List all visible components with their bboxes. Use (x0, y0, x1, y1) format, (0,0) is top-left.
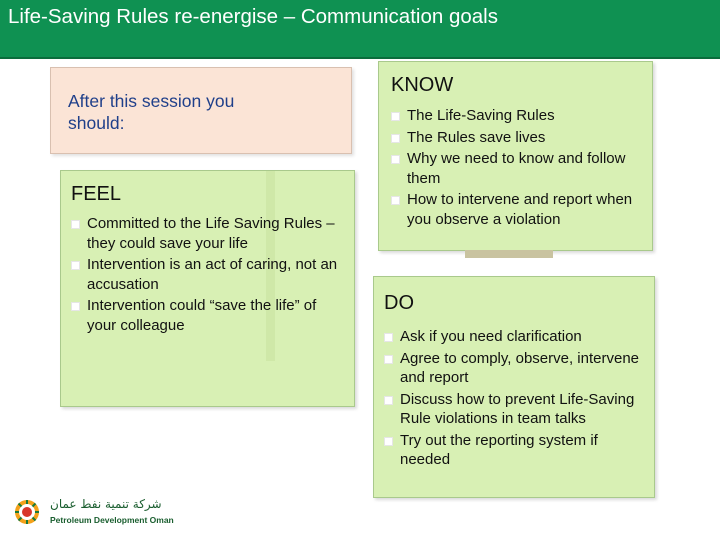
logo-arabic-text: شركة تنمية نفط عمان (50, 497, 162, 511)
feel-item: Intervention could “save the life” of your colleague (71, 296, 341, 335)
do-box (373, 276, 655, 498)
do-item: Discuss how to prevent Life-Saving Rule violations in team talks (384, 390, 646, 429)
logo-english-text: Petroleum Development Oman (50, 515, 174, 525)
do-item: Ask if you need clarification (384, 327, 646, 347)
know-item: The Rules save lives (391, 128, 646, 148)
pdo-logo (12, 496, 172, 530)
intro-box (50, 67, 352, 154)
feel-item: Committed to the Life Saving Rules – they could save your life (71, 214, 341, 253)
feel-heading: FEEL (71, 183, 122, 205)
feel-item: Intervention is an act of caring, not an accusation (71, 255, 341, 294)
know-heading: KNOW (391, 74, 454, 96)
title-bar (0, 0, 720, 59)
know-list (391, 106, 646, 231)
know-box-tab (465, 250, 553, 258)
know-box (378, 61, 653, 251)
slide-title: Life-Saving Rules re-energise – Communication goals (8, 5, 498, 28)
intro-text: After this session you should: (68, 91, 235, 133)
do-item: Try out the reporting system if needed (384, 431, 646, 470)
pdo-logo-icon (14, 499, 40, 525)
feel-list (71, 214, 341, 337)
know-item: Why we need to know and follow them (391, 149, 646, 188)
know-item: How to intervene and report when you observe a violation (391, 190, 646, 229)
know-item: The Life-Saving Rules (391, 106, 646, 126)
do-heading: DO (384, 292, 414, 314)
feel-box (60, 170, 355, 407)
do-list (384, 327, 646, 472)
do-item: Agree to comply, observe, intervene and report (384, 349, 646, 388)
